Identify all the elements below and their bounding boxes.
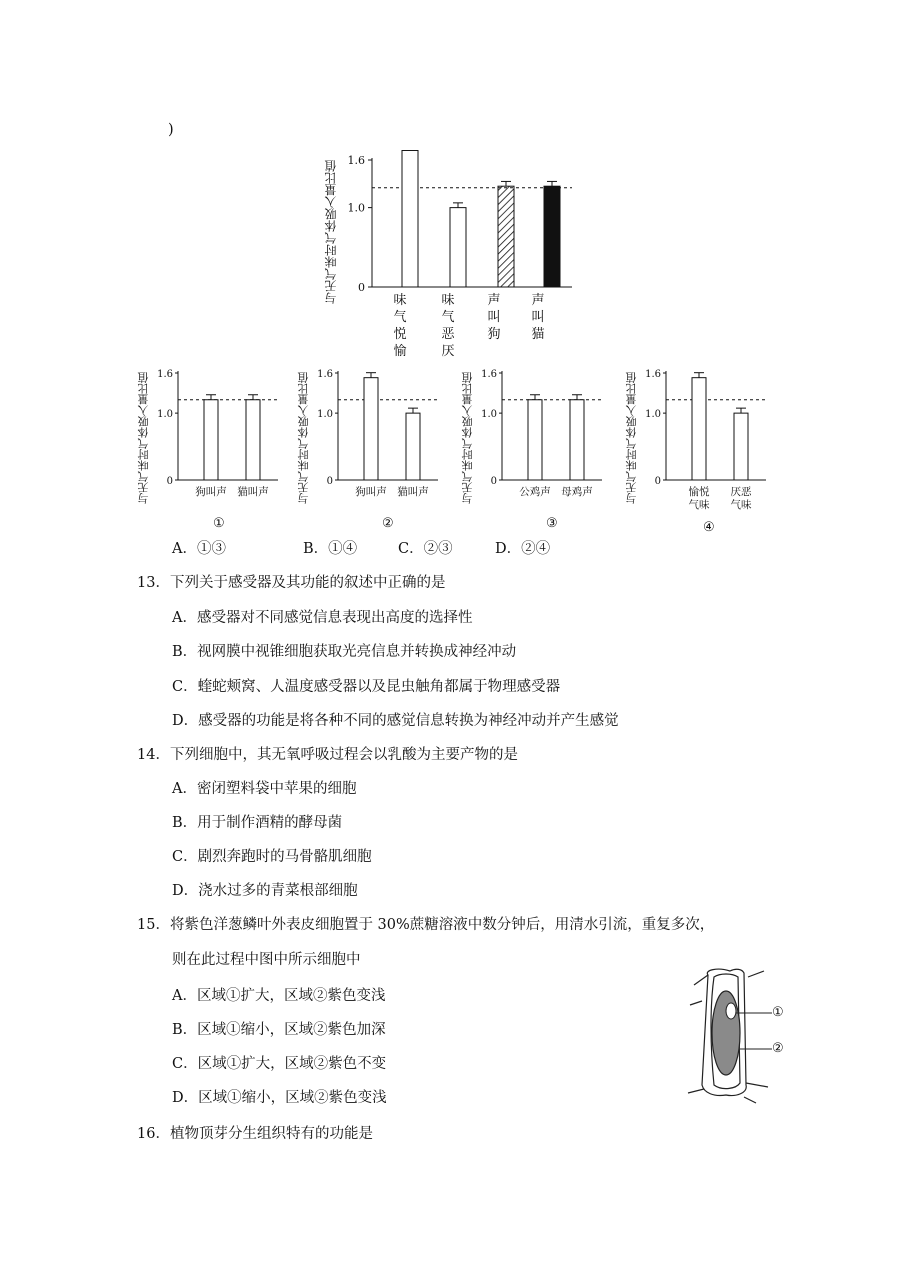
q13-option-d: D．感受器的功能是将各种不同的感觉信息转换为神经冲动并产生感觉 (172, 713, 619, 729)
q13-option-c: C．蝰蛇颊窝、人温度感受器以及昆虫触角都属于物理感受器 (172, 679, 561, 695)
y-tick-label: 1.6 (645, 369, 661, 380)
category-label-char: 愉 (393, 344, 407, 359)
category-label-char: 叫 (531, 310, 545, 325)
y-tick-label: 1.0 (481, 409, 497, 421)
bar (204, 400, 218, 480)
small-chart-label: ④ (703, 520, 715, 535)
bar-label: 愉悦 (688, 486, 710, 498)
y-tick-label: 1.0 (645, 409, 661, 421)
bar-label: 公鸡声 (519, 486, 551, 498)
category-label-char: 味 (441, 293, 455, 308)
bar (570, 400, 584, 480)
category-label-char: 恶 (441, 327, 455, 342)
y-tick-label: 0 (166, 476, 173, 487)
y-tick-label: 0 (490, 476, 497, 487)
small-chart-svg (638, 362, 773, 514)
bar-label: 气味 (730, 499, 752, 511)
small-chart-ylabel: 与无气味时气体吸入量比值 (461, 372, 474, 504)
category-label-char: 气 (393, 310, 407, 325)
category-label-char: 味 (393, 293, 407, 308)
small-chart-ylabel: 与无气味时气体吸入量比值 (297, 372, 310, 504)
bar (450, 208, 466, 287)
q14-option-a: A．密闭塑料袋中苹果的细胞 (172, 781, 357, 797)
y-tick-label: 1.6 (157, 369, 173, 380)
bar-label: 母鸡声 (561, 486, 593, 498)
q12-option-a: A．①③ (172, 541, 226, 557)
small-chart-ylabel: 与无气味时气体吸入量比值 (137, 372, 150, 504)
top-paren: ) (168, 122, 174, 138)
y-tick-label: 0 (654, 476, 661, 487)
small-chart-label: ③ (546, 516, 558, 531)
category-label-char: 气 (441, 310, 455, 325)
category-label-char: 声 (531, 293, 545, 308)
bar (528, 400, 542, 480)
y-tick-label: 1.6 (481, 369, 497, 380)
q13-option-a: A．感受器对不同感觉信息表现出高度的选择性 (172, 610, 473, 626)
bar (498, 186, 514, 287)
small-chart-ylabel: 与无气味时气体吸入量比值 (625, 372, 638, 504)
y-tick-label: 0 (326, 476, 333, 487)
bar (364, 378, 378, 480)
small-chart-label: ① (213, 516, 225, 531)
bar-label: 狗叫声 (355, 486, 387, 498)
q14-option-d: D．浇水过多的青菜根部细胞 (172, 883, 358, 899)
q15-option-a: A．区域①扩大，区域②紫色变浅 (172, 988, 386, 1004)
bar (402, 150, 418, 287)
y-tick-label: 1.6 (317, 369, 333, 380)
q15-option-d: D．区域①缩小，区域②紫色变浅 (172, 1090, 387, 1106)
bar-label: 猫叫声 (397, 486, 429, 498)
q15-option-c: C．区域①扩大，区域②紫色不变 (172, 1056, 387, 1072)
q12-option-b: B．①④ (303, 541, 358, 557)
category-label-char: 悦 (393, 327, 407, 342)
bar (734, 413, 748, 480)
cell-label-2: ② (772, 1041, 784, 1056)
main-chart-ylabel: 与无气味时气体吸入量比值 (324, 160, 338, 304)
small-chart-svg (150, 362, 285, 507)
q14-option-c: C．剧烈奔跑时的马骨骼肌细胞 (172, 849, 372, 865)
q15-option-b: B．区域①缩小，区域②紫色加深 (172, 1022, 386, 1038)
bar-label: 狗叫声 (195, 486, 227, 498)
onion-cell-figure (686, 965, 816, 1105)
y-tick-label: 1.0 (347, 201, 365, 215)
category-label-char: 猫 (531, 327, 545, 342)
q14-stem: 14．下列细胞中，其无氧呼吸过程会以乳酸为主要产物的是 (137, 747, 518, 763)
small-chart-label: ② (382, 516, 394, 531)
bar-label: 气味 (688, 499, 710, 511)
y-tick-label: 0 (358, 281, 365, 294)
small-chart-svg (310, 362, 445, 507)
bar (544, 186, 560, 287)
category-label-char: 狗 (487, 327, 501, 342)
y-tick-label: 1.6 (347, 154, 365, 167)
category-label-char: 叫 (487, 310, 501, 325)
q14-option-b: B．用于制作酒精的酵母菌 (172, 815, 343, 831)
q16-stem: 16．植物顶芽分生组织特有的功能是 (137, 1126, 373, 1142)
bar-label: 猫叫声 (237, 486, 269, 498)
bar (406, 413, 420, 480)
bar-label: 厌恶 (730, 486, 752, 498)
small-chart-svg (474, 362, 609, 507)
category-label-char: 声 (487, 293, 501, 308)
cell-label-1: ① (772, 1005, 784, 1020)
q13-stem: 13．下列关于感受器及其功能的叙述中正确的是 (137, 575, 446, 591)
bar (692, 378, 706, 480)
y-tick-label: 1.0 (157, 409, 173, 421)
category-label-char: 厌 (441, 344, 455, 359)
q12-option-d: D．②④ (495, 541, 551, 557)
q12-option-c: C．②③ (398, 541, 453, 557)
q15-stem-cont: 则在此过程中图中所示细胞中 (172, 952, 361, 968)
q13-option-b: B．视网膜中视锥细胞获取光亮信息并转换成神经冲动 (172, 644, 517, 660)
main-chart-svg (340, 150, 580, 300)
bar (246, 400, 260, 480)
y-tick-label: 1.0 (317, 409, 333, 421)
q15-stem: 15．将紫色洋葱鳞叶外表皮细胞置于 30%蔗糖溶液中数分钟后，用清水引流，重复多次， (137, 917, 715, 933)
